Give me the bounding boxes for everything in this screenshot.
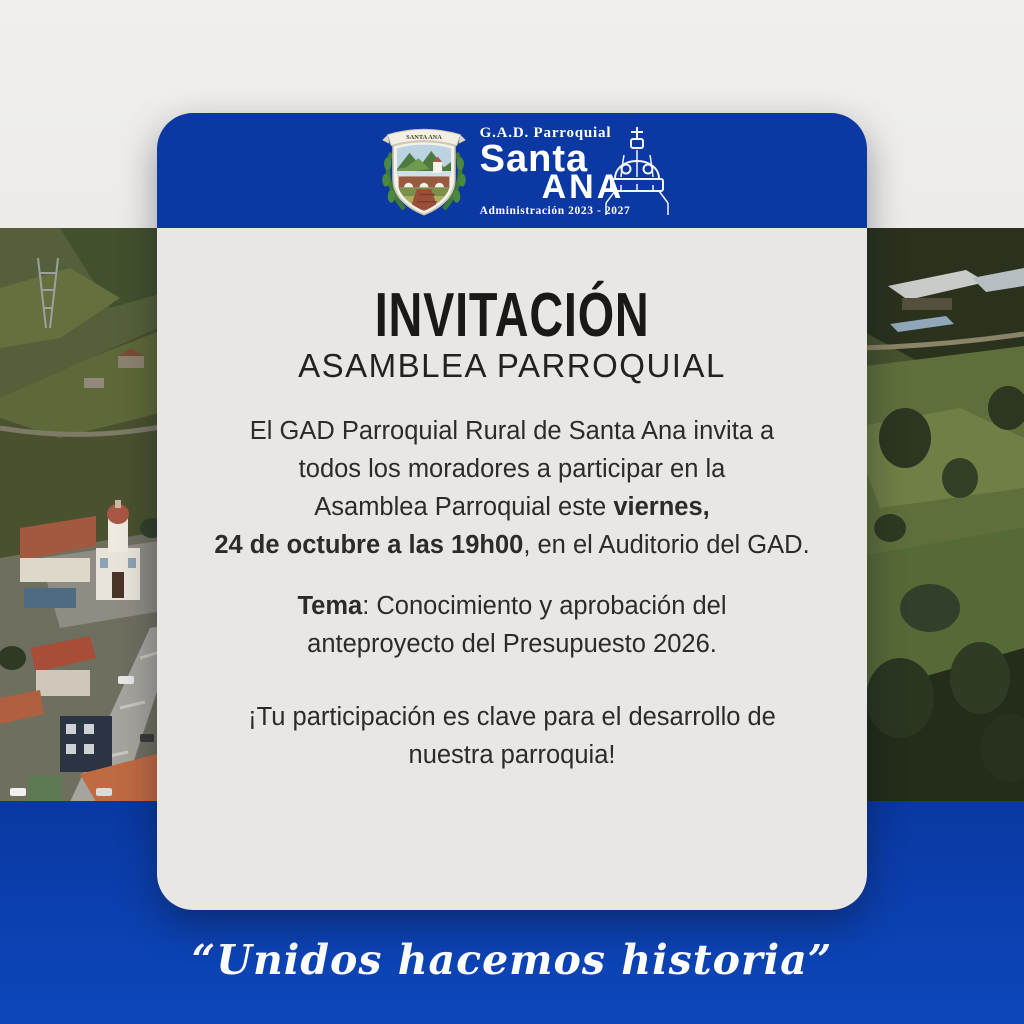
gad-label: G.A.D. Parroquial — [479, 124, 612, 141]
text-line: nuestra parroquia! — [408, 741, 616, 769]
text-line: todos los moradores a participar en la — [298, 455, 726, 483]
invitation-title — [157, 279, 867, 350]
invitation-paragraph-tema — [157, 587, 867, 663]
brand-name-ana: ANA — [541, 167, 625, 206]
invitation-subtitle: ASAMBLEA PARROQUIAL — [298, 347, 726, 384]
administration-label: Administración 2023 - 2027 — [479, 204, 631, 217]
invitation-title-text: INVITACIÓN — [374, 279, 650, 350]
santa-ana-crest-icon — [378, 122, 470, 220]
text-line: ¡Tu participación es clave para el desarrollo de — [248, 703, 776, 731]
text-line: El GAD Parroquial Rural de Santa Ana invita a — [249, 417, 775, 445]
gad-santa-ana-logo — [378, 122, 661, 220]
text-line: Tema: Conocimiento y aprobación del — [297, 592, 727, 620]
text-line: 24 de octubre a las 19h00, en el Auditorio del GAD. — [214, 531, 810, 559]
invitation-card — [157, 113, 867, 910]
card-body — [157, 279, 867, 774]
crest-banner-text: SANTA ANA — [405, 133, 442, 141]
invitation-paragraph-main — [157, 412, 867, 564]
hillside-photo-right — [850, 228, 1024, 802]
invitation-paragraph-closing — [157, 698, 867, 774]
brand-name-santa: Santa — [479, 137, 589, 180]
wordmark — [480, 125, 661, 217]
text-line: Asamblea Parroquial este viernes, — [314, 493, 710, 521]
footer-slogan: “Unidos hacemos historia” — [191, 936, 833, 984]
village-photo-left — [0, 228, 180, 802]
card-header — [157, 113, 867, 228]
text-line: anteproyecto del Presupuesto 2026. — [307, 630, 717, 658]
